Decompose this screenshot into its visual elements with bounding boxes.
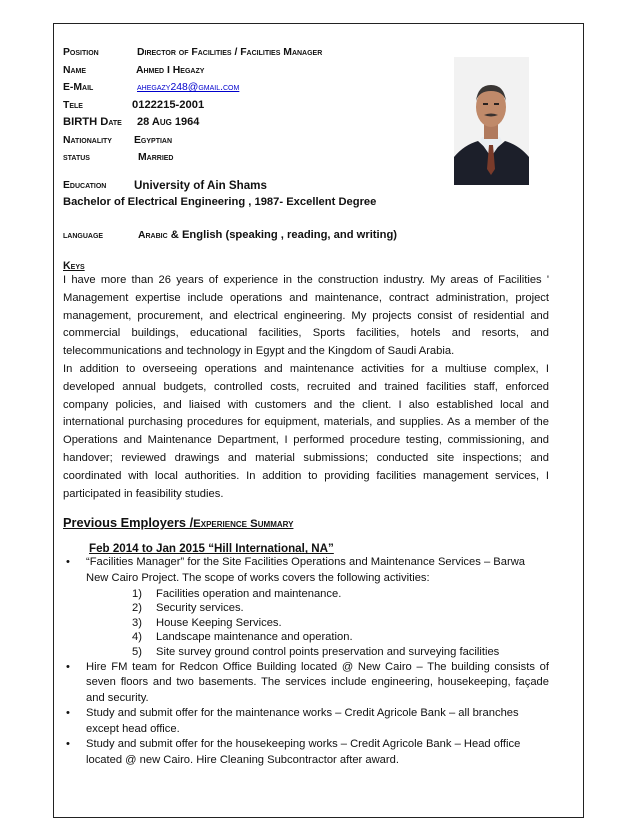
bullet-text: Study and submit offer for the maintenance works – Credit Agricole Bank – all branches except head office. — [86, 707, 519, 735]
nationality-label: Nationality — [63, 134, 112, 146]
language-label: language — [63, 229, 104, 241]
email-link[interactable]: ahegazy248@gmail.com — [137, 82, 240, 93]
tele-value: 0122215-2001 — [132, 98, 205, 111]
list-item: 4) Landscape maintenance and operation. — [132, 631, 353, 644]
education-row — [63, 177, 549, 195]
email-label: E-Mail — [63, 82, 94, 93]
tele-row — [63, 97, 549, 115]
list-item: 5) Site survey ground control points preservation and surveying facilities — [132, 645, 500, 658]
bullet-icon: • — [66, 556, 70, 569]
education-university: University of Ain Shams — [134, 178, 267, 192]
list-item: 1) Facilities operation and maintenance. — [132, 587, 342, 600]
resume-content — [63, 44, 549, 769]
birth-row — [63, 114, 549, 132]
bullet-icon: • — [66, 707, 70, 720]
name-label: Name — [63, 64, 87, 76]
bullet-text: “Facilities Manager” for the Site Facilities Operations and Maintenance Services – Barwa New Cairo Project. The scope of works covers the following activities: — [86, 556, 525, 584]
birth-label: BIRTH Date — [63, 116, 122, 128]
name-value: Ahmed I Hegazy — [136, 64, 205, 76]
bullet-text: Study and submit offer for the housekeeping works – Credit Agricole Bank – Head office located @ new Cairo. Hire Cleaning Subcontractor after award. — [86, 738, 521, 767]
bullet-icon: • — [66, 660, 70, 673]
education-label: Education — [63, 179, 107, 191]
experience-bullets-2 — [63, 660, 549, 769]
name-row — [63, 62, 549, 80]
birth-value: 28 Aug 1964 — [137, 116, 200, 128]
experience-heading: Previous Employers /Experience Summary — [63, 515, 294, 531]
list-item — [63, 737, 549, 768]
position-row — [63, 44, 549, 62]
experience-bullets — [63, 555, 549, 659]
list-item: 3) House Keeping Services. — [132, 616, 282, 629]
education-degree: Bachelor of Electrical Engineering , 1987- Excellent Degree — [63, 196, 377, 208]
activities-list — [86, 587, 549, 660]
list-item — [63, 660, 549, 707]
status-row — [63, 149, 549, 167]
keys-paragraph-1: I have more than 26 years of experience in the construction industry. My areas of Facilities ' Management expertise include operations and maintenance, contract administration, project management, procurement, and electrical engineering. My projects consist of residential and commercial buildings, educational facilities, Sports facilities, hotels and resorts, and telecommunications and technology in Egypt and the Kingdom of Saudi Arabia. — [63, 274, 549, 358]
keys-paragraph-2: In addition to overseeing operations and maintenance activities for a multiuse complex, I developed annual budgets, controlled costs, recruited and trained facilities staff, enforced company policies, and liaised with customers and the client. I also established local and international purchasing procedures for equipment, materials, and supplies. As a member of the Operations and Maintenance Department, I performed procedure testing, commissioning, and handover; reviewed drawings and material submissions; conducted site inspections; and coordinated with local authorities. In addition to providing facilities management services, I participated in feasibility studies. — [63, 362, 549, 500]
position-label: Position — [63, 47, 99, 58]
list-item — [63, 706, 549, 737]
status-label: status — [63, 152, 90, 163]
bullet-icon: • — [66, 738, 70, 751]
keys-heading: Keys — [63, 260, 85, 272]
email-row — [63, 79, 549, 97]
experience-period: Feb 2014 to Jan 2015 “Hill International, NA” — [89, 542, 334, 556]
status-value: Married — [138, 152, 174, 163]
bullet-text: Hire FM team for Redcon Office Building located @ New Cairo – The building consists of seven floors and two basements. The services include engineering, housekeeping, façade and security. — [86, 660, 549, 704]
language-value: Arabic & English (speaking , reading, and writing) — [138, 228, 398, 241]
nationality-value: Egyptian — [134, 134, 173, 146]
nationality-row — [63, 132, 549, 150]
list-item — [63, 555, 549, 659]
language-row — [63, 227, 549, 245]
position-value: Director of Facilities / Facilities Manager — [137, 47, 323, 58]
tele-label: Tele — [63, 99, 83, 111]
list-item: 2) Security services. — [132, 602, 244, 615]
degree-row — [63, 194, 549, 212]
